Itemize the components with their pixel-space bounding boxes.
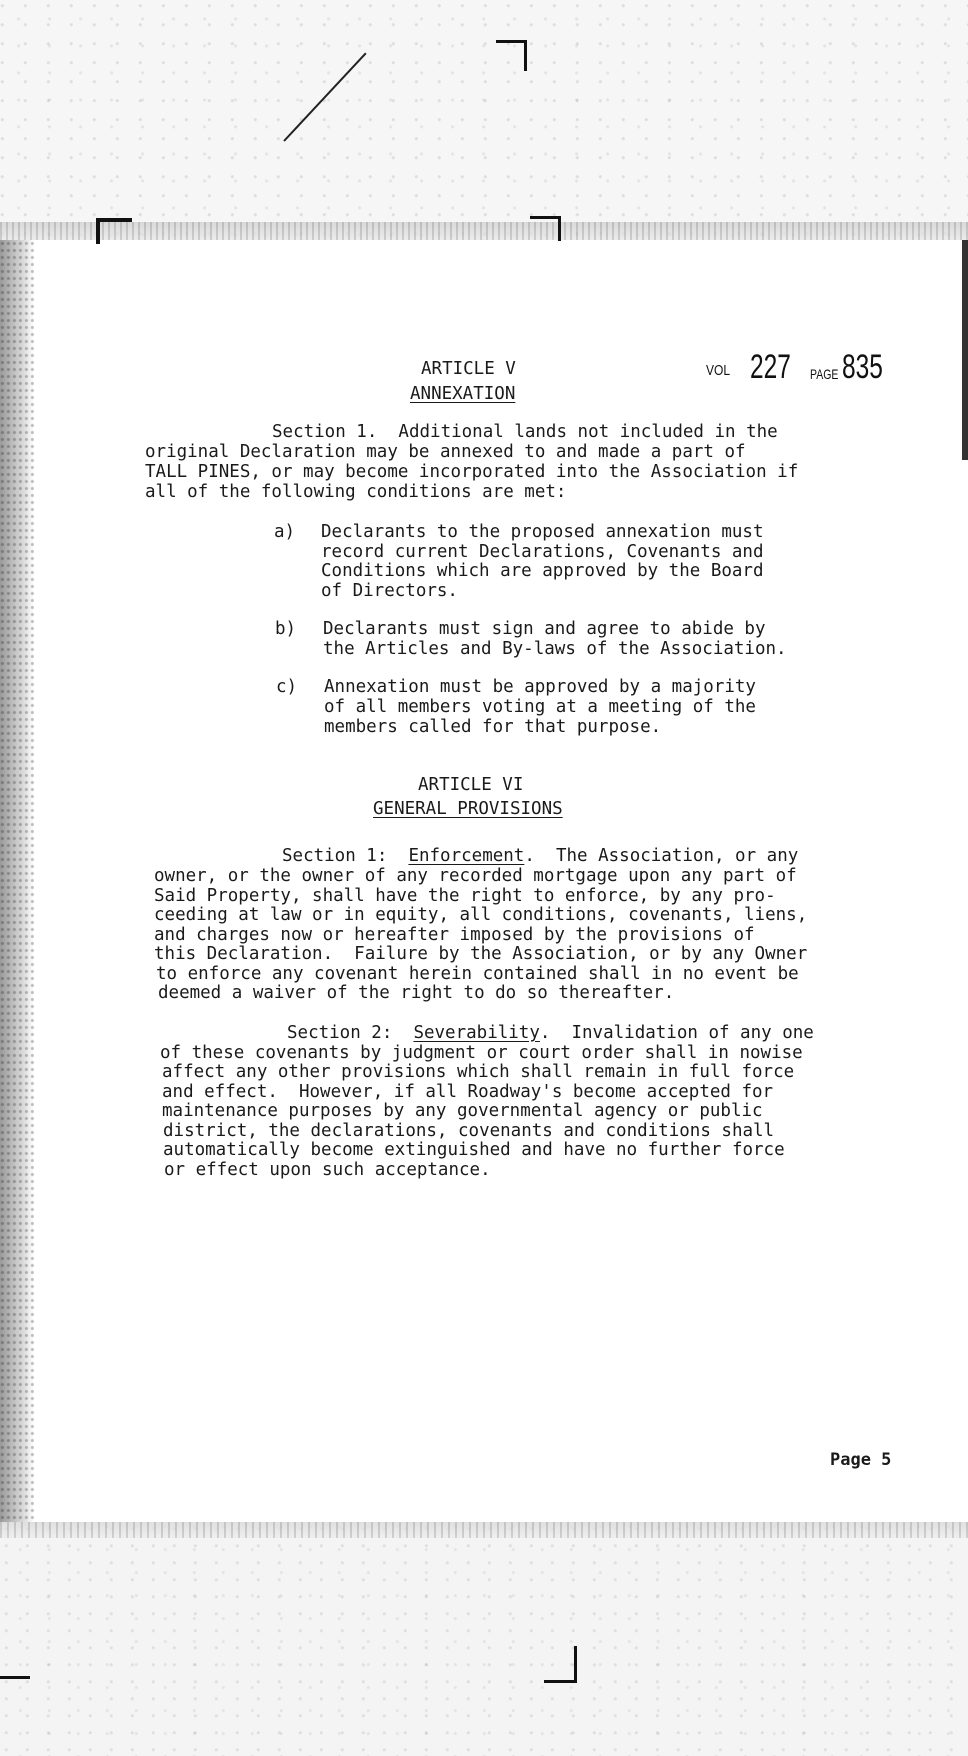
list-item-line: of all members voting at a meeting of the	[324, 697, 756, 717]
list-marker: b)	[275, 619, 297, 639]
list-item-line: Annexation must be approved by a majority	[324, 677, 756, 697]
list-item-line: Declarants must sign and agree to abide by	[323, 619, 766, 639]
section-line: of these covenants by judgment or court order shall in nowise	[160, 1043, 803, 1063]
scan-top-margin	[0, 0, 968, 240]
section-rest: . Invalidation of any one	[539, 1023, 814, 1043]
list-marker: a)	[274, 522, 296, 542]
page-label: PAGE	[810, 366, 839, 382]
section-line: and charges now or hereafter imposed by the provisions of	[154, 925, 755, 945]
section-line: owner, or the owner of any recorded mortgage upon any part of	[154, 866, 797, 886]
article5-heading: ARTICLE V	[421, 359, 516, 379]
crop-mark-bottom	[544, 1646, 577, 1683]
list-item-line: of Directors.	[321, 581, 458, 601]
crop-mark-top-right	[530, 216, 561, 241]
page-footer-number: Page 5	[830, 1450, 892, 1470]
article5-section1-line: TALL PINES, or may become incorporated into the Association if	[145, 462, 799, 482]
page-number-stamp: 835	[842, 348, 883, 386]
section-prefix: Section 1:	[282, 846, 409, 866]
section-line: or effect upon such acceptance.	[164, 1160, 491, 1180]
list-item-line: Conditions which are approved by the Board	[321, 561, 764, 581]
article6-heading: ARTICLE VI	[418, 775, 524, 795]
section-first-line	[287, 1024, 814, 1044]
section-line: maintenance purposes by any governmental agency or public	[162, 1101, 763, 1121]
list-item-line: the Articles and By-laws of the Association.	[323, 639, 787, 659]
volume-page-stamp	[706, 348, 896, 388]
section-prefix: Section 2:	[287, 1023, 414, 1043]
article5-section1-line: original Declaration may be annexed to and made a part of	[145, 442, 746, 462]
list-marker: c)	[276, 677, 298, 697]
vol-number: 227	[750, 348, 791, 386]
scan-bottom-margin	[0, 1522, 968, 1756]
scan-bottom-edge	[0, 1522, 968, 1538]
scan-top-edge	[0, 222, 968, 240]
section-line: automatically become extinguished and have no further force	[163, 1140, 785, 1160]
section-line: to enforce any covenant herein contained shall in no event be	[156, 964, 799, 984]
scan-left-edge	[0, 240, 34, 1522]
list-item-line: members called for that purpose.	[324, 717, 662, 737]
section-line: district, the declarations, covenants and conditions shall	[163, 1121, 775, 1141]
section-line: affect any other provisions which shall remain in full force	[162, 1062, 795, 1082]
list-item-line: record current Declarations, Covenants and	[321, 542, 764, 562]
section-line: this Declaration. Failure by the Association, or by any Owner	[154, 944, 808, 964]
section-line: deemed a waiver of the right to do so thereafter.	[158, 983, 675, 1003]
crop-mark-bottom-left	[0, 1672, 30, 1679]
vol-label: VOL	[706, 362, 731, 379]
scan-right-edge	[962, 240, 968, 460]
list-item-line: Declarants to the proposed annexation must	[321, 522, 764, 542]
section-line: and effect. However, if all Roadway's become accepted for	[162, 1082, 774, 1102]
section-term-severability: Severability	[413, 1023, 540, 1043]
article5-section1-line: Section 1. Additional lands not included in the	[272, 422, 778, 442]
article5-section1-line: all of the following conditions are met:	[145, 482, 567, 502]
article5-title: ANNEXATION	[410, 384, 516, 404]
crop-mark-top-center	[496, 40, 527, 71]
article6-title: GENERAL PROVISIONS	[373, 799, 563, 819]
section-line: Said Property, shall have the right to enforce, by any pro-	[154, 886, 776, 906]
section-rest: . The Association, or any	[524, 846, 799, 866]
section-line: ceeding at law or in equity, all conditions, covenants, liens,	[154, 905, 808, 925]
crop-mark-top-left	[96, 218, 132, 244]
section-first-line	[282, 847, 798, 867]
section-term-enforcement: Enforcement	[408, 846, 525, 866]
